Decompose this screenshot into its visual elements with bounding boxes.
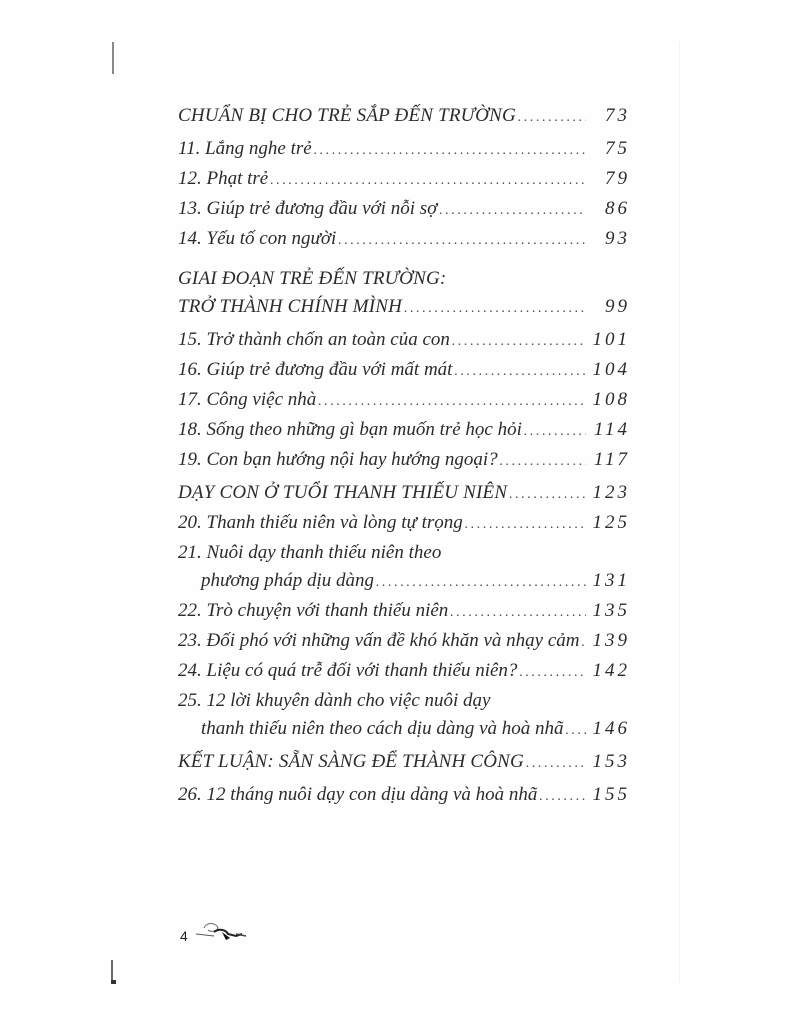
toc-entry-line1: 21. Nuôi dạy thanh thiếu niên theo (178, 542, 442, 563)
dot-leader (509, 481, 586, 509)
toc-entry: 26. 12 tháng nuôi dạy con dịu dàng và hoà nhã ..... 155 (178, 781, 630, 811)
footer-page-number: 4 (180, 928, 188, 944)
page-number: 108 (592, 389, 630, 410)
dot-leader (566, 717, 586, 745)
scan-edge-mark (111, 960, 113, 982)
dot-leader (526, 750, 586, 778)
toc-section-heading: KẾT LUẬN: SẴN SÀNG ĐỂ THÀNH CÔNG ..... 153 (178, 748, 630, 778)
dot-leader (450, 599, 586, 627)
page-number: 99 (605, 296, 630, 317)
toc-entry: 20. Thanh thiếu niên và lòng tự trọng ..... 125 (178, 509, 630, 539)
dot-leader (581, 629, 586, 657)
toc-entry: 14. Yếu tố con người ..... 93 (178, 225, 630, 255)
page-number: 93 (605, 228, 630, 249)
dot-leader (500, 448, 586, 476)
toc-entry: 11. Lắng nghe trẻ ..... 75 (178, 135, 630, 165)
scan-edge-mark (112, 42, 114, 74)
dot-leader (539, 783, 586, 811)
dot-leader (454, 358, 586, 386)
toc-section-heading: CHUẨN BỊ CHO TRẺ SẮP ĐẾN TRƯỜNG ..... 73 (178, 102, 630, 132)
toc-entry: 15. Trở thành chốn an toàn của con ..... 101 (178, 326, 630, 356)
page-number: 146 (592, 718, 630, 739)
dot-leader (338, 227, 586, 255)
dot-leader (439, 197, 586, 225)
page-number: 79 (605, 168, 630, 189)
page-edge (679, 42, 680, 982)
toc-entry: 23. Đối phó với những vấn đề khó khăn và nhạy cảm ..... 139 (178, 627, 630, 657)
page-number: 142 (592, 660, 630, 681)
toc-entry: 13. Giúp trẻ đương đầu với nỗi sợ ..... 86 (178, 195, 630, 225)
page-number: 73 (605, 105, 630, 126)
page-number: 117 (593, 449, 630, 470)
page-number: 114 (593, 419, 630, 440)
dot-leader (465, 511, 586, 539)
toc-entry-line1: 25. 12 lời khuyên dành cho việc nuôi dạy (178, 690, 491, 711)
toc-section-heading: TRỞ THÀNH CHÍNH MÌNH ..... 99 (178, 293, 630, 323)
dot-leader (524, 418, 586, 446)
page-number: 86 (605, 198, 630, 219)
toc-entry: 18. Sống theo những gì bạn muốn trẻ học hỏi ..... 114 (178, 416, 630, 446)
page-number: 104 (592, 359, 630, 380)
dot-leader (452, 328, 586, 356)
toc-entry: 22. Trò chuyện với thanh thiếu niên ..... 135 (178, 597, 630, 627)
page-number: 125 (592, 512, 630, 533)
page-number: 123 (592, 482, 630, 503)
dot-leader (519, 659, 586, 687)
page-number: 139 (592, 630, 630, 651)
dot-leader (318, 388, 586, 416)
page-number: 155 (592, 784, 630, 805)
page-number: 101 (592, 329, 630, 350)
dot-leader (518, 104, 586, 132)
toc-entry: thanh thiếu niên theo cách dịu dàng và hoà nhã ..... 146 (178, 715, 630, 745)
toc-entry: 24. Liệu có quá trễ đối với thanh thiếu niên? ..... 142 (178, 657, 630, 687)
decorative-figure-icon (196, 920, 256, 950)
dot-leader (270, 167, 586, 195)
dot-leader (404, 295, 586, 323)
toc-entry: phương pháp dịu dàng ..... 131 (178, 567, 630, 597)
table-of-contents (178, 102, 630, 811)
page-number: 153 (592, 751, 630, 772)
toc-entry: 17. Công việc nhà ..... 108 (178, 386, 630, 416)
dot-leader (314, 137, 586, 165)
page-number: 135 (592, 600, 630, 621)
toc-entry: 16. Giúp trẻ đương đầu với mất mát ..... 104 (178, 356, 630, 386)
page-number: 75 (605, 138, 630, 159)
page-number: 131 (592, 570, 630, 591)
toc-entry: 12. Phạt trẻ ..... 79 (178, 165, 630, 195)
toc-entry: 19. Con bạn hướng nội hay hướng ngoại? ..... 117 (178, 446, 630, 476)
dot-leader (376, 569, 586, 597)
toc-section-heading: DẠY CON Ở TUỔI THANH THIẾU NIÊN ..... 123 (178, 479, 630, 509)
toc-section-heading-line1: GIAI ĐOẠN TRẺ ĐẾN TRƯỜNG: (178, 268, 447, 289)
